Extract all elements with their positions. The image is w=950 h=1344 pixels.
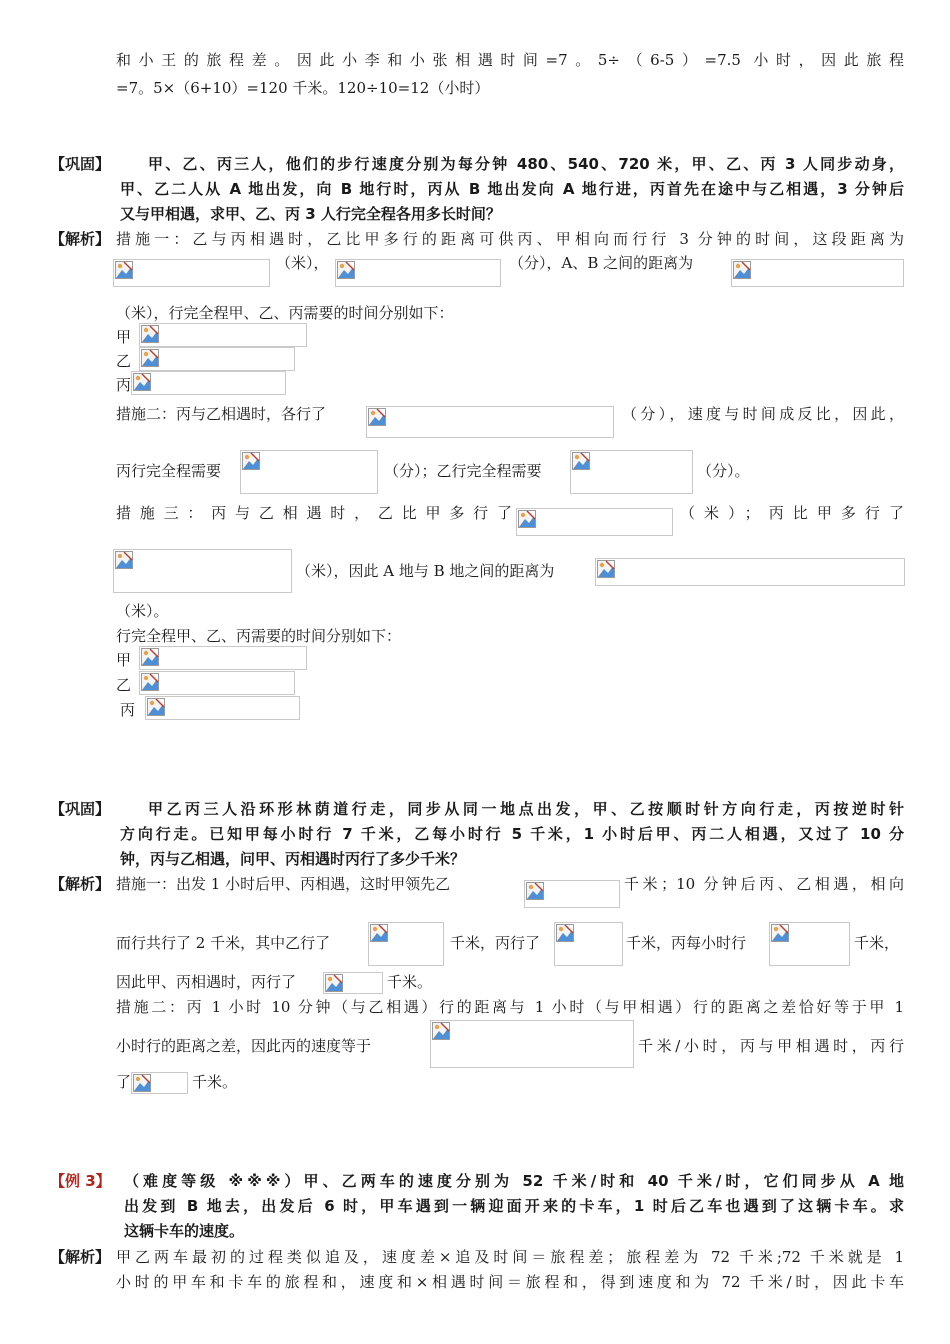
formula-image <box>113 549 292 593</box>
example3-solution-tag: 【解析】 <box>50 1248 111 1266</box>
broken-image-icon <box>526 882 544 900</box>
example3-tag: 【例 3】 <box>50 1172 111 1190</box>
formula-image <box>113 259 270 287</box>
example3-solution-line-2: 小时的甲车和卡车的旅程和，速度和×相遇时间＝旅程和，得到速度和为 72 千米/时，因此卡车 <box>116 1273 904 1291</box>
label-bing: 丙 <box>120 701 136 719</box>
formula-image <box>335 259 501 287</box>
example3-question-line-3: 这辆卡车的速度。 <box>124 1222 245 1240</box>
broken-image-icon <box>370 924 388 942</box>
formula-image <box>131 371 286 395</box>
broken-image-icon <box>518 510 536 528</box>
example3-solution-line-1: 甲乙两车最初的过程类似追及，速度差×追及时间＝旅程差；旅程差为 72 千米;72 千米就是 1 <box>116 1248 904 1266</box>
broken-image-icon <box>133 373 151 391</box>
p2-method2-line-1: 措施二：丙 1 小时 10 分钟（与乙相遇）行的距离与 1 小时（与甲相遇）行的距离之差恰好等于甲 1 <box>116 998 904 1016</box>
formula-image <box>131 1072 188 1094</box>
broken-image-icon <box>141 673 159 691</box>
formula-image <box>139 646 307 670</box>
problem2-question-line-1: 甲乙丙三人沿环形林荫道行走，同步从同一地点出发，甲、乙按顺时针方向行走，丙按逆时针 <box>148 800 904 818</box>
formula-image <box>366 406 614 438</box>
p1-method2-line-1: 措施二：丙与乙相遇时，各行了 <box>116 405 327 423</box>
broken-image-icon <box>325 974 343 992</box>
p1-method3-line-4: 行完全程甲、乙、丙需要的时间分别如下： <box>116 627 402 645</box>
broken-image-icon <box>141 325 159 343</box>
broken-image-icon <box>556 924 574 942</box>
broken-image-icon <box>242 452 260 470</box>
problem2-question-line-2: 方向行走。已知甲每小时行 7 千米，乙每小时行 5 千米，1 小时后甲、丙二人相遇，又过了 10 分 <box>120 825 904 843</box>
formula-image <box>430 1020 634 1068</box>
p1-method1-line-1: 措施一：乙与丙相遇时，乙比甲多行的距离可供丙、甲相向而行行 3 分钟的时间，这段距离为 <box>116 230 904 248</box>
formula-image <box>554 922 623 966</box>
p1-method1-text: （米）， <box>276 254 329 272</box>
p2-method1-text: 千米，丙行了 <box>450 934 541 952</box>
problem1-question-line-3: 又与甲相遇，求甲、乙、丙 3 人行完全程各用多长时间？ <box>120 205 501 223</box>
problem2-solution-tag: 【解析】 <box>50 875 111 893</box>
broken-image-icon <box>147 698 165 716</box>
broken-image-icon <box>572 452 590 470</box>
formula-image <box>595 558 905 586</box>
broken-image-icon <box>133 1074 151 1092</box>
formula-image <box>516 508 673 536</box>
formula-image <box>139 347 295 371</box>
broken-image-icon <box>368 408 386 426</box>
broken-image-icon <box>115 261 133 279</box>
p1-method2-text: （分）。 <box>697 462 750 480</box>
p2-method1-text: 千米，丙每小时行 <box>626 934 747 952</box>
problem2-tag: 【巩固】 <box>50 800 111 818</box>
broken-image-icon <box>771 924 789 942</box>
p1-method2-line-2: 丙行完全程需要 <box>116 462 222 480</box>
formula-image <box>139 671 295 695</box>
formula-image <box>731 259 904 287</box>
formula-image <box>368 922 444 966</box>
formula-image <box>139 323 307 347</box>
problem1-solution-tag: 【解析】 <box>50 230 111 248</box>
formula-image <box>524 880 620 908</box>
p1-method1-text: （分），A、B 之间的距离为 <box>509 254 694 272</box>
formula-image <box>570 450 693 494</box>
p1-method3-line-2: （米），因此 A 地与 B 地之间的距离为 <box>296 562 555 580</box>
broken-image-icon <box>733 261 751 279</box>
broken-image-icon <box>432 1022 450 1040</box>
broken-image-icon <box>141 648 159 666</box>
p1-method1-line-3: （米），行完全程甲、乙、丙需要的时间分别如下： <box>116 304 454 322</box>
p2-method2-line-2b: 千米/小时，丙与甲相遇时，丙行 <box>638 1037 904 1055</box>
broken-image-icon <box>597 560 615 578</box>
formula-image <box>240 450 378 494</box>
problem2-question-line-3: 钟，丙与乙相遇，问甲、丙相遇时丙行了多少千米？ <box>120 850 466 868</box>
problem1-question-line-1: 甲、乙、丙三人，他们的步行速度分别为每分钟 480、540、720 米，甲、乙、丙 3 人同步动身， <box>148 155 904 173</box>
broken-image-icon <box>115 551 133 569</box>
p2-method1-line-1: 措施一：出发 1 小时后甲、丙相遇，这时甲领先乙 <box>116 875 451 893</box>
p1-method3-line-1: 措施三：丙与乙相遇时，乙比甲多行了 <box>116 504 512 522</box>
p2-method1-line-2: 而行共行了 2 千米，其中乙行了 <box>116 934 331 952</box>
label-yi: 乙 <box>116 352 132 370</box>
p2-method1-text: 千米。 <box>387 973 433 991</box>
label-yi: 乙 <box>116 676 132 694</box>
p1-method2-text: （分）；乙行完全程需要 <box>384 462 542 480</box>
p2-method2-line-2: 小时行的距离之差，因此丙的速度等于 <box>116 1037 372 1055</box>
label-jia: 甲 <box>116 651 132 669</box>
p2-method1-line-1b: 千米；10 分钟后丙、乙相遇，相向 <box>624 875 904 893</box>
example3-question-line-2: 出发到 B 地去，出发后 6 时，甲车遇到一辆迎面开来的卡车，1 时后乙车也遇到了这辆卡车。求 <box>124 1197 904 1215</box>
intro-line-2: =7。5×（6+10）=120 千米。120÷10=12（小时） <box>116 79 490 97</box>
example3-question-line-1: （难度等级 ※※※）甲、乙两车的速度分别为 52 千米/时和 40 千米/时，它们同步从 A 地 <box>124 1172 904 1190</box>
p1-method3-line-3: （米）。 <box>116 602 169 620</box>
intro-line-1: 和小王的旅程差。因此小李和小张相遇时间=7。5÷（6-5）=7.5 小时，因此旅程 <box>116 51 904 69</box>
p1-method2-line-1b: （分），速度与时间成反比，因此， <box>622 405 904 423</box>
problem1-question-line-2: 甲、乙二人从 A 地出发，向 B 地行时，丙从 B 地出发向 A 地行进，丙首先在途中与乙相遇，3 分钟后 <box>120 180 904 198</box>
p1-method3-line-1b: （米）；丙比甲多行了 <box>680 504 904 522</box>
formula-image <box>145 696 300 720</box>
broken-image-icon <box>141 349 159 367</box>
label-bing: 丙 <box>116 376 132 394</box>
problem1-tag: 【巩固】 <box>50 155 111 173</box>
formula-image <box>769 922 850 966</box>
label-jia: 甲 <box>116 328 132 346</box>
p2-method2-text: 千米。 <box>192 1073 238 1091</box>
p2-method1-text: 千米， <box>854 934 900 952</box>
p2-method1-line-3: 因此甲、丙相遇时，丙行了 <box>116 973 297 991</box>
broken-image-icon <box>337 261 355 279</box>
formula-image <box>323 972 383 994</box>
p2-method2-line-3: 了 <box>116 1073 132 1091</box>
